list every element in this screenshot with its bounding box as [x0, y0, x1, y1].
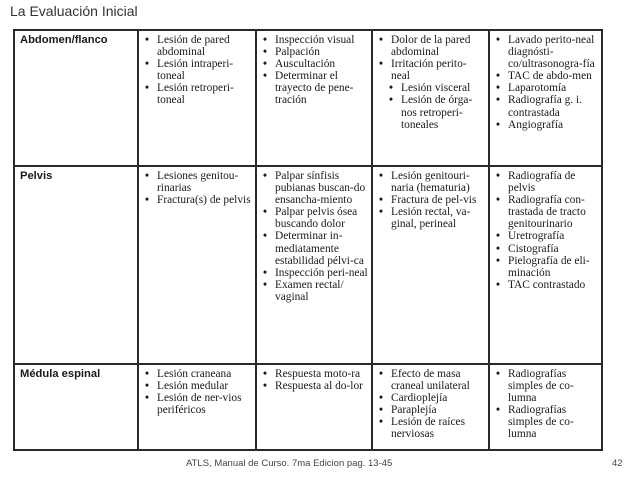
list-item: • Pielografía de eli-minación	[495, 255, 598, 279]
item-list	[495, 368, 598, 441]
list-item: • Lesión craneana	[144, 368, 252, 380]
list-item: • Cardioplejía	[378, 392, 485, 404]
list-item: • Lavado perito-neal diagnósti-co/ultrasonogra-fía	[495, 34, 598, 70]
evaluation-table	[13, 29, 603, 451]
lesiones-cell	[138, 364, 256, 450]
estudios-cell	[489, 364, 602, 450]
hallazgos-cell	[372, 30, 489, 166]
region-cell: Médula espinal	[14, 364, 138, 450]
list-item: • TAC de abdo-men	[495, 70, 598, 82]
list-item: • Examen rectal/ vaginal	[262, 279, 368, 303]
list-item: • Lesión de pared abdominal	[144, 34, 252, 58]
item-list	[495, 34, 598, 131]
list-item: • Palpar pelvis ósea buscando dolor	[262, 206, 368, 230]
region-cell: Pelvis	[14, 166, 138, 364]
list-item: • Palpación	[262, 46, 368, 58]
list-item: • Radiografías simples de co-lumna	[495, 368, 598, 404]
sub-list-item: • Lesión visceral	[378, 82, 485, 94]
hallazgos-cell	[372, 166, 489, 364]
item-list	[144, 170, 252, 206]
list-item: • Fractura(s) de pelvis	[144, 194, 252, 206]
exploracion-cell	[256, 166, 372, 364]
list-item: • Lesión de raíces nerviosas	[378, 416, 485, 440]
exploracion-cell	[256, 30, 372, 166]
list-item: • Lesión genitouri-naria (hematuria)	[378, 170, 485, 194]
list-item: • TAC contrastado	[495, 279, 598, 291]
trauma-evaluation-table	[13, 29, 601, 449]
list-item: • Respuesta moto-ra	[262, 368, 368, 380]
page-number: 42	[612, 458, 623, 469]
region-cell: Abdomen/flanco	[14, 30, 138, 166]
slide-title: La Evaluación Inicial	[10, 3, 138, 19]
list-item: • Dolor de la pared abdominal	[378, 34, 485, 58]
item-list	[262, 170, 368, 303]
list-item: • Lesión de ner-vios periféricos	[144, 392, 252, 416]
exploracion-cell	[256, 364, 372, 450]
table-row	[14, 364, 602, 450]
list-item: • Angiografía	[495, 119, 598, 131]
list-item: • Lesiones genitou-rinarias	[144, 170, 252, 194]
list-item: • Irritación perito-neal	[378, 58, 485, 82]
list-item: • Respuesta al do-lor	[262, 380, 368, 392]
item-list	[378, 170, 485, 230]
table-row	[14, 30, 602, 166]
item-list	[144, 34, 252, 107]
estudios-cell	[489, 30, 602, 166]
lesiones-cell	[138, 166, 256, 364]
list-item: • Auscultación	[262, 58, 368, 70]
table-row	[14, 166, 602, 364]
list-item: • Lesión intraperi-toneal	[144, 58, 252, 82]
list-item: • Radiografías simples de co-lumna	[495, 404, 598, 440]
list-item: • Laparotomía	[495, 82, 598, 94]
item-list	[262, 368, 368, 392]
list-item: • Efecto de masa craneal unilateral	[378, 368, 485, 392]
list-item: • Radiografía de pelvis	[495, 170, 598, 194]
list-item: • Paraplejía	[378, 404, 485, 416]
list-item: • Uretrografía	[495, 230, 598, 242]
list-item: • Radiografía g. i. contrastada	[495, 94, 598, 118]
list-item: • Lesión retroperi-toneal	[144, 82, 252, 106]
list-item: • Lesión medular	[144, 380, 252, 392]
hallazgos-cell	[372, 364, 489, 450]
source-citation: ATLS, Manual de Curso. 7ma Edicion pag. 13-45	[186, 458, 393, 469]
lesiones-cell	[138, 30, 256, 166]
sub-list-item: • Lesión de órga-nos retroperi-toneales	[378, 94, 485, 130]
list-item: • Inspección peri-neal	[262, 267, 368, 279]
estudios-cell	[489, 166, 602, 364]
item-list	[144, 368, 252, 416]
item-list	[262, 34, 368, 107]
list-item: • Radiografía con-trastada de tracto genitourinario	[495, 194, 598, 230]
list-item: • Fractura de pel-vis	[378, 194, 485, 206]
list-item: • Determinar in-mediatamente estabilidad pélvi-ca	[262, 230, 368, 266]
item-list	[495, 170, 598, 291]
list-item: • Lesión rectal, va-ginal, perineal	[378, 206, 485, 230]
list-item: • Determinar el trayecto de pene-tración	[262, 70, 368, 106]
item-list	[378, 34, 485, 131]
list-item: • Palpar sínfisis pubianas buscan-do ensancha-miento	[262, 170, 368, 206]
list-item: • Cistografía	[495, 243, 598, 255]
item-list	[378, 368, 485, 441]
list-item: • Inspección visual	[262, 34, 368, 46]
